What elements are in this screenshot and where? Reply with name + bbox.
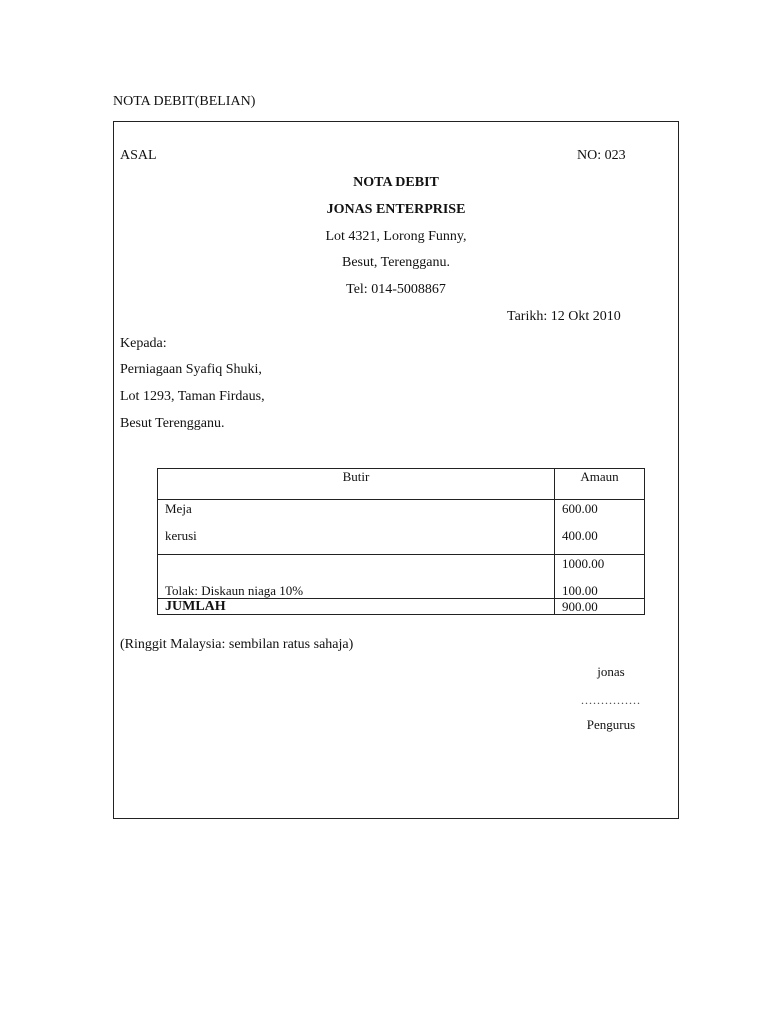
subtotal-amount: 1000.00 — [562, 556, 605, 571]
signature-name: jonas — [597, 664, 625, 679]
discount-cell — [158, 555, 555, 599]
item-amount: 600.00 — [562, 501, 598, 516]
item-desc: kerusi — [165, 528, 197, 543]
company-name: JONAS ENTERPRISE — [326, 202, 466, 217]
note-title: NOTA DEBIT — [353, 175, 439, 190]
discount-label: Tolak: Diskaun niaga 10% — [165, 583, 304, 598]
note-date: Tarikh: 12 Okt 2010 — [507, 309, 621, 324]
table-row — [158, 555, 645, 599]
origin-label: ASAL — [120, 148, 157, 163]
company-phone: Tel: 014-5008867 — [346, 282, 446, 297]
table-row — [158, 500, 645, 555]
subtotal-discount-cell — [555, 555, 645, 599]
header-butir: Butir — [158, 469, 555, 500]
amount-in-words: (Ringgit Malaysia: sembilan ratus sahaja) — [120, 637, 354, 652]
recipient-name: Perniagaan Syafiq Shuki, — [120, 362, 262, 377]
note-number: NO: 023 — [577, 148, 626, 163]
table-header-row — [158, 469, 645, 500]
header-amaun: Amaun — [555, 469, 645, 500]
recipient-address-line2: Besut Terengganu. — [120, 416, 225, 431]
table-row — [158, 599, 645, 615]
signature-title: Pengurus — [586, 717, 636, 732]
signature-line: ............... — [581, 693, 641, 707]
total-amount: 900.00 — [555, 599, 645, 615]
recipient-address-line1: Lot 1293, Taman Firdaus, — [120, 389, 265, 404]
company-address-line2: Besut, Terengganu. — [341, 255, 450, 270]
item-descriptions — [158, 500, 555, 555]
discount-amount: 100.00 — [562, 583, 598, 598]
total-label: JUMLAH — [158, 599, 555, 615]
company-address-line1: Lot 4321, Lorong Funny, — [325, 229, 467, 244]
recipient-label: Kepada: — [120, 336, 167, 351]
item-desc: Meja — [165, 501, 192, 516]
item-amounts — [555, 500, 645, 555]
page-heading: NOTA DEBIT(BELIAN) — [113, 94, 256, 109]
item-amount: 400.00 — [562, 528, 598, 543]
items-table — [157, 468, 645, 615]
